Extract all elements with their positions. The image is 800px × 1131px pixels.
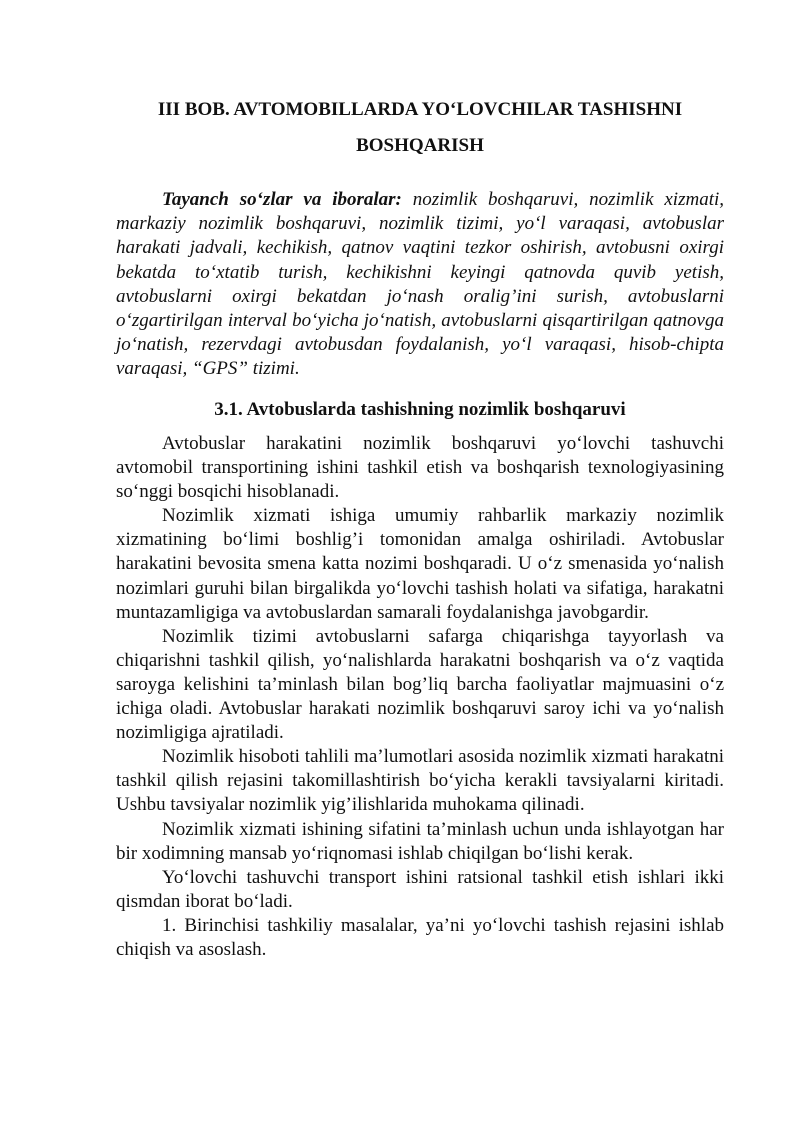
paragraph: Yo‘lovchi tashuvchi transport ishini ratsional tashkil etish ishlari ikki qismdan iborat bo‘ladi. <box>116 866 724 912</box>
keywords-paragraph <box>116 188 724 382</box>
keywords-label: Tayanch so‘zlar va iboralar: <box>162 189 402 210</box>
keywords-text: nozimlik boshqaruvi, nozimlik xizmati, markaziy nozimlik boshqaruvi, nozimlik tizimi, yo‘l varaqasi, avtobuslar harakati jadvali, kechikish, qatnov vaqtini tezkor oshirish, avtobusni oxirgi bekatda to‘xtatib turish, kechikishni keyingi qatnovda quvib yetish, avtobuslarni oxirgi bekatdan jo‘nash oralig’ini surish, avtobuslarni o‘zgartirilgan interval bo‘yicha jo‘natish, avtobuslarni qisqartirilgan qatnovga jo‘natish, rezervdagi avtobusdan foydalanish, yo‘l varaqasi, hisob-chipta varaqasi, “GPS” tizimi. <box>116 189 725 380</box>
chapter-title <box>116 92 724 164</box>
paragraph: Nozimlik hisoboti tahlili ma’lumotlari asosida nozimlik xizmati harakatni tashkil qilish rejasini takomillashtirish bo‘yicha kerakli tavsiyalarni kiritadi. Ushbu tavsiyalar nozimlik yig’ilishlarida muhokama qilinadi. <box>116 746 724 816</box>
paragraph: Nozimlik xizmati ishiga umumiy rahbarlik markaziy nozimlik xizmatining bo‘limi boshlig’i tomonidan amalga oshiriladi. Avtobuslar harakatini bevosita smena katta nozimi boshqaradi. U o‘z smenasida yo‘nalish nozimlari guruhi bilan birgalikda yo‘lovchi tashish holati va sifatiga, harakatni muntazamligiga va avtobuslardan samarali foydalanishga javobgardir. <box>116 505 724 623</box>
paragraph: Nozimlik xizmati ishining sifatini ta’minlash uchun unda ishlayotgan har bir xodimning mansab yo‘riqnomasi ishlab chiqilgan bo‘lishi kerak. <box>116 818 724 864</box>
chapter-title-line-1: III BOB. AVTOMOBILLARDA YO‘LOVCHILAR TASHISHNI <box>157 99 683 120</box>
body-text <box>116 432 724 962</box>
section-title: 3.1. Avtobuslarda tashishning nozimlik boshqaruvi <box>214 399 626 420</box>
paragraph: Avtobuslar harakatini nozimlik boshqaruvi yo‘lovchi tashuvchi avtomobil transportining ishini tashkil etish va boshqarish texnologiyasining so‘nggi bosqichi hisoblanadi. <box>116 433 724 503</box>
paragraph: 1. Birinchisi tashkiliy masalalar, ya’ni yo‘lovchi tashish rejasini ishlab chiqish va asoslash. <box>116 914 724 960</box>
chapter-title-line-2: BOSHQARISH <box>356 135 484 156</box>
paragraph: Nozimlik tizimi avtobuslarni safarga chiqarishga tayyorlash va chiqarishni tashkil qilish, yo‘nalishlarda harakatni boshqarish va o‘z vaqtida saroyga kelishini ta’minlash bilan bog’liq barcha faoliyatlar majmuasini o‘z ichiga oladi. Avtobuslar harakati nozimlik boshqaruvi saroy ichi va yo‘nalish nozimligiga ajratiladi. <box>116 625 724 744</box>
